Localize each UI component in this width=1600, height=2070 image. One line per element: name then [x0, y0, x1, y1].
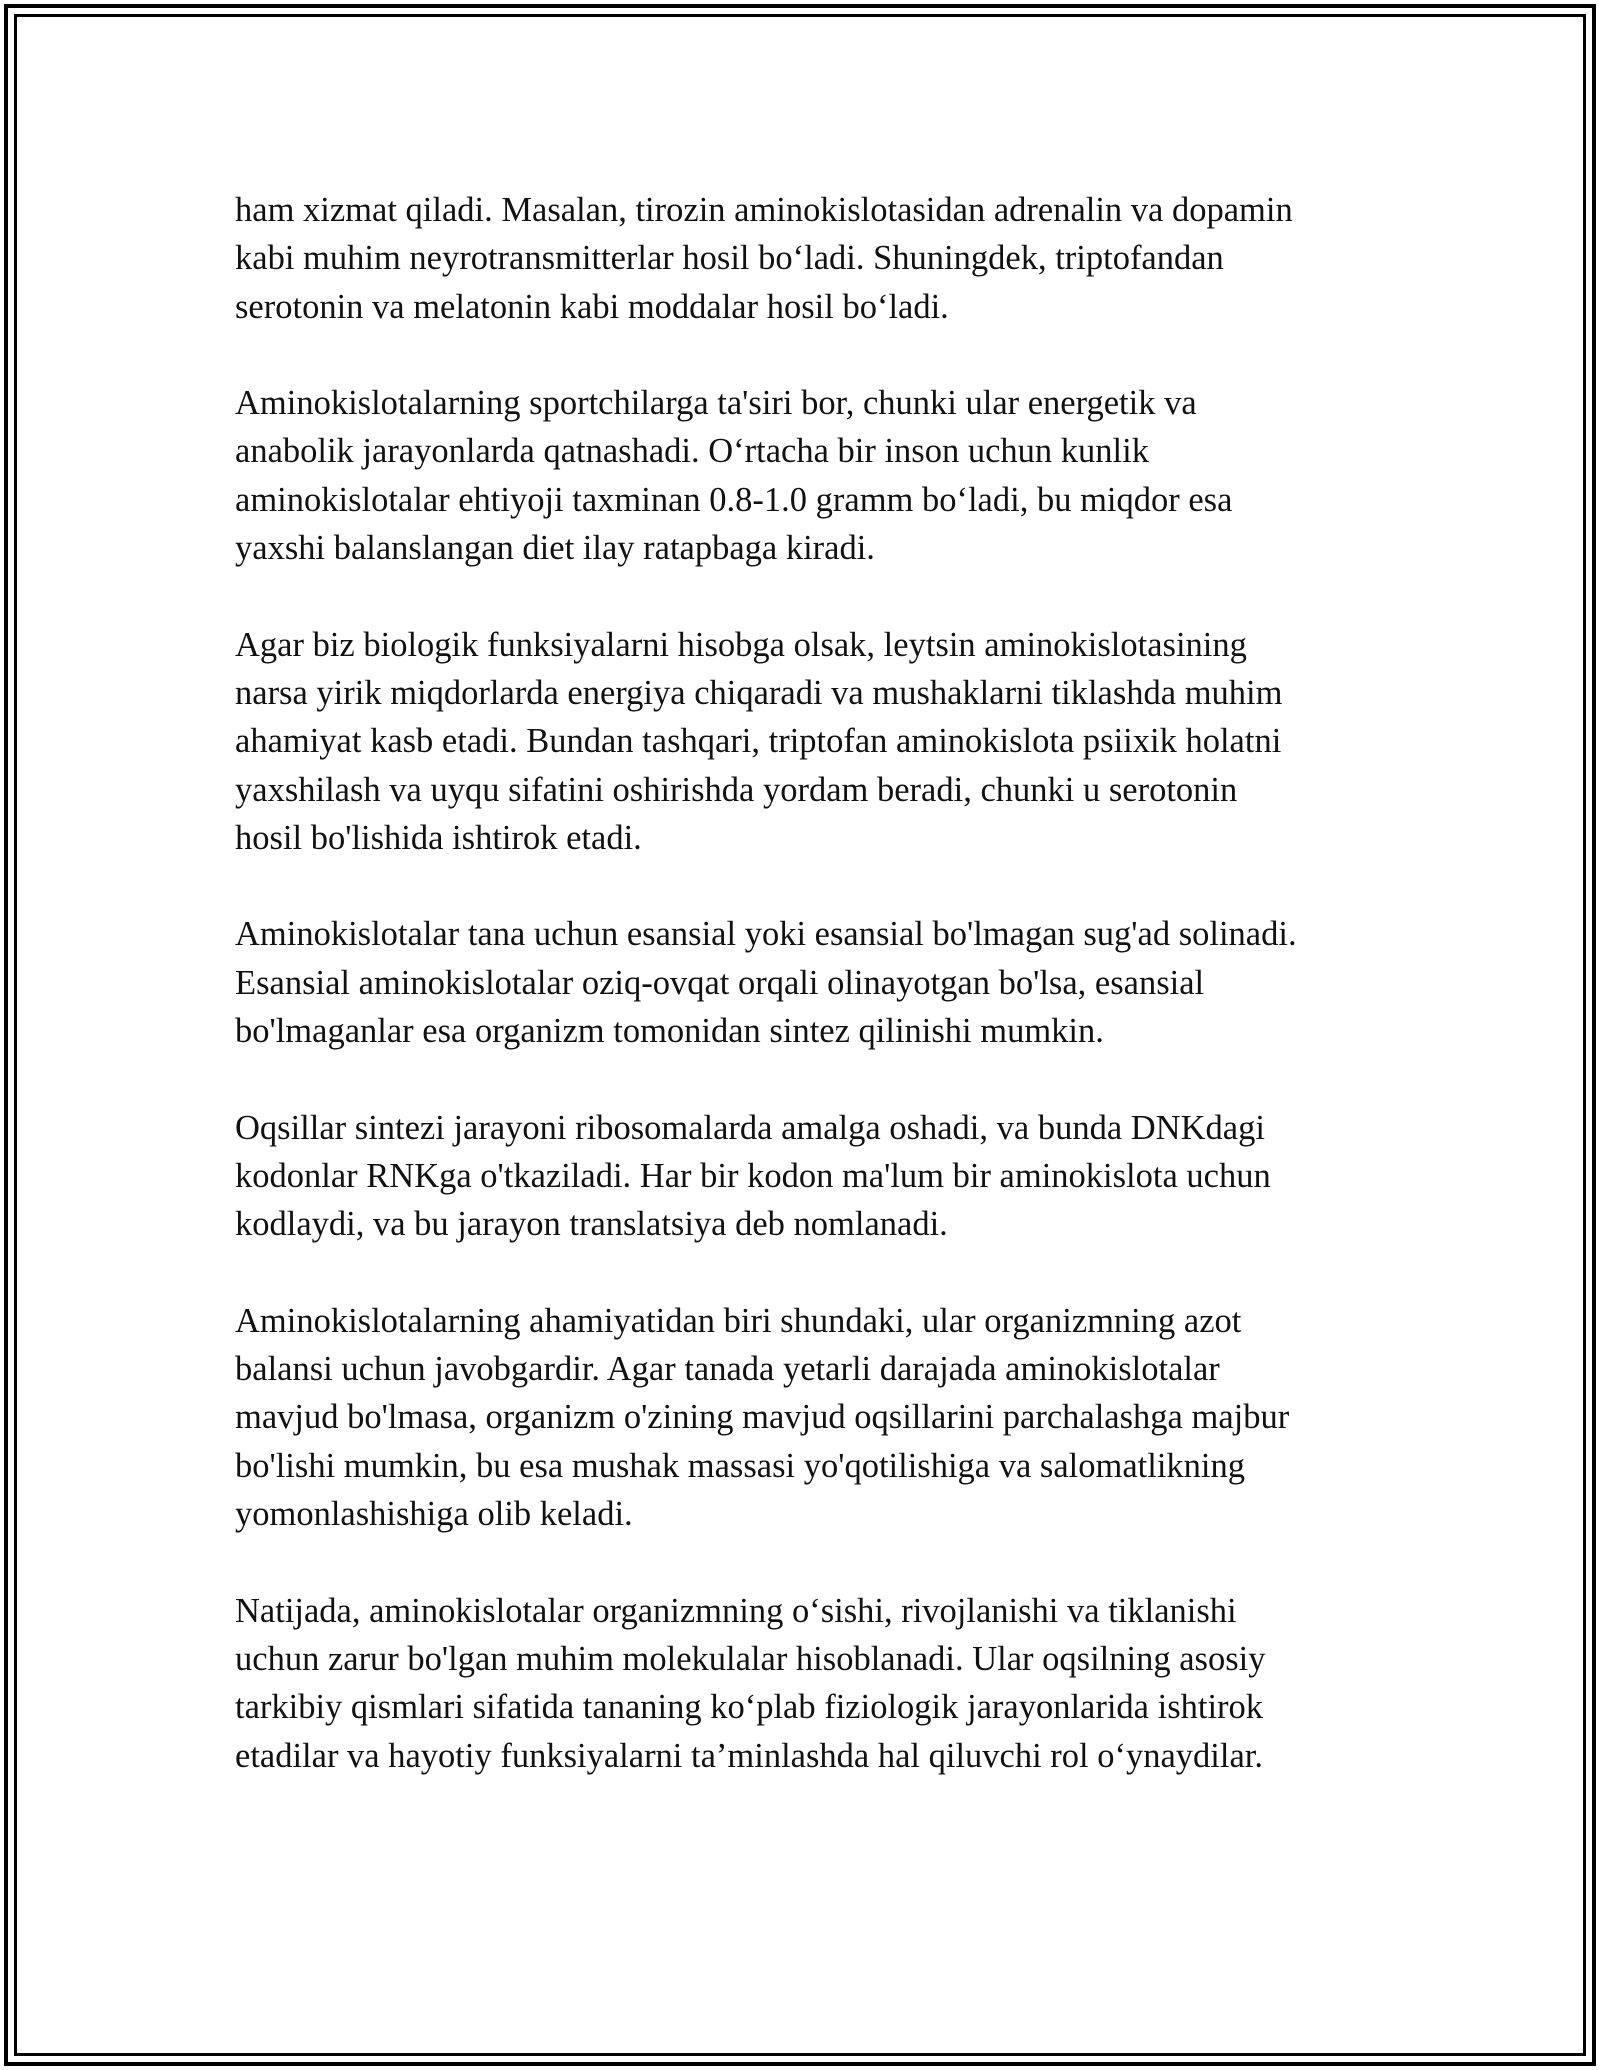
paragraph-6: Aminokislotalarning ahamiyatidan biri shundaki, ular organizmning azot balansi uchun javobgardir. Agar tanada yetarli darajada aminokislotalar mavjud bo'lmasa, organizm o'zining mavjud oqsillarini parchalashga majbur bo'lishi mumkin, bu esa mushak massasi yo'qotilishiga va salomatlikning yomonlashishiga olib keladi.	[235, 1301, 1290, 1534]
paragraph-3: Agar biz biologik funksiyalarni hisobga olsak, leytsin aminokislotasining narsa yirik miqdorlarda energiya chiqaradi va mushaklarni tiklashda muhim ahamiyat kasb etadi. Bundan tashqari, triptofan aminokislota psiixik holatni yaxshilash va uyqu sifatini oshirishda yordam beradi, chunki u serotonin hosil bo'lishida ishtirok etadi.	[235, 625, 1283, 857]
paragraph-7: Natijada, aminokislotalar organizmning o‘sishi, rivojlanishi va tiklanishi uchun zarur bo'lgan muhim molekulalar hisoblanadi. Ular oqsilning asosiy tarkibiy qismlari sifatida tananing ko‘plab fiziologik jarayonlarida ishtirok etadilar va hayotiy funksiyalarni ta’minlashda hal qiluvchi rol o‘ynaydilar.	[235, 1591, 1266, 1775]
document-body	[235, 186, 1375, 1828]
paragraph-1: ham xizmat qiladi. Masalan, tirozin aminokislotasidan adrenalin va dopamin kabi muhim neyrotransmitterlar hosil bo‘ladi. Shuningdek, triptofandan serotonin va melatonin kabi moddalar hosil bo‘ladi.	[235, 191, 1293, 326]
paragraph-4: Aminokislotalar tana uchun esansial yoki esansial bo'lmagan sug'ad solinadi. Esansial aminokislotalar oziq-ovqat orqali olinayotgan bo'lsa, esansial bo'lmaganlar esa organizm tomonidan sintez qilinishi mumkin.	[235, 915, 1297, 1051]
paragraph-5: Oqsillar sintezi jarayoni ribosomalarda amalga oshadi, va bunda DNKdagi kodonlar RNKga o'tkaziladi. Har bir kodon ma'lum bir aminokislota uchun kodlaydi, va bu jarayon translatsiya deb nomlanadi.	[235, 1108, 1271, 1244]
paragraph-2: Aminokislotalarning sportchilarga ta'siri bor, chunki ular energetik va anabolik jarayonlarda qatnashadi. O‘rtacha bir inson uchun kunlik aminokislotalar ehtiyoji taxminan 0.8-1.0 gramm bo‘ladi, bu miqdor esa yaxshi balanslangan diet ilay ratapbaga kiradi.	[235, 384, 1233, 568]
